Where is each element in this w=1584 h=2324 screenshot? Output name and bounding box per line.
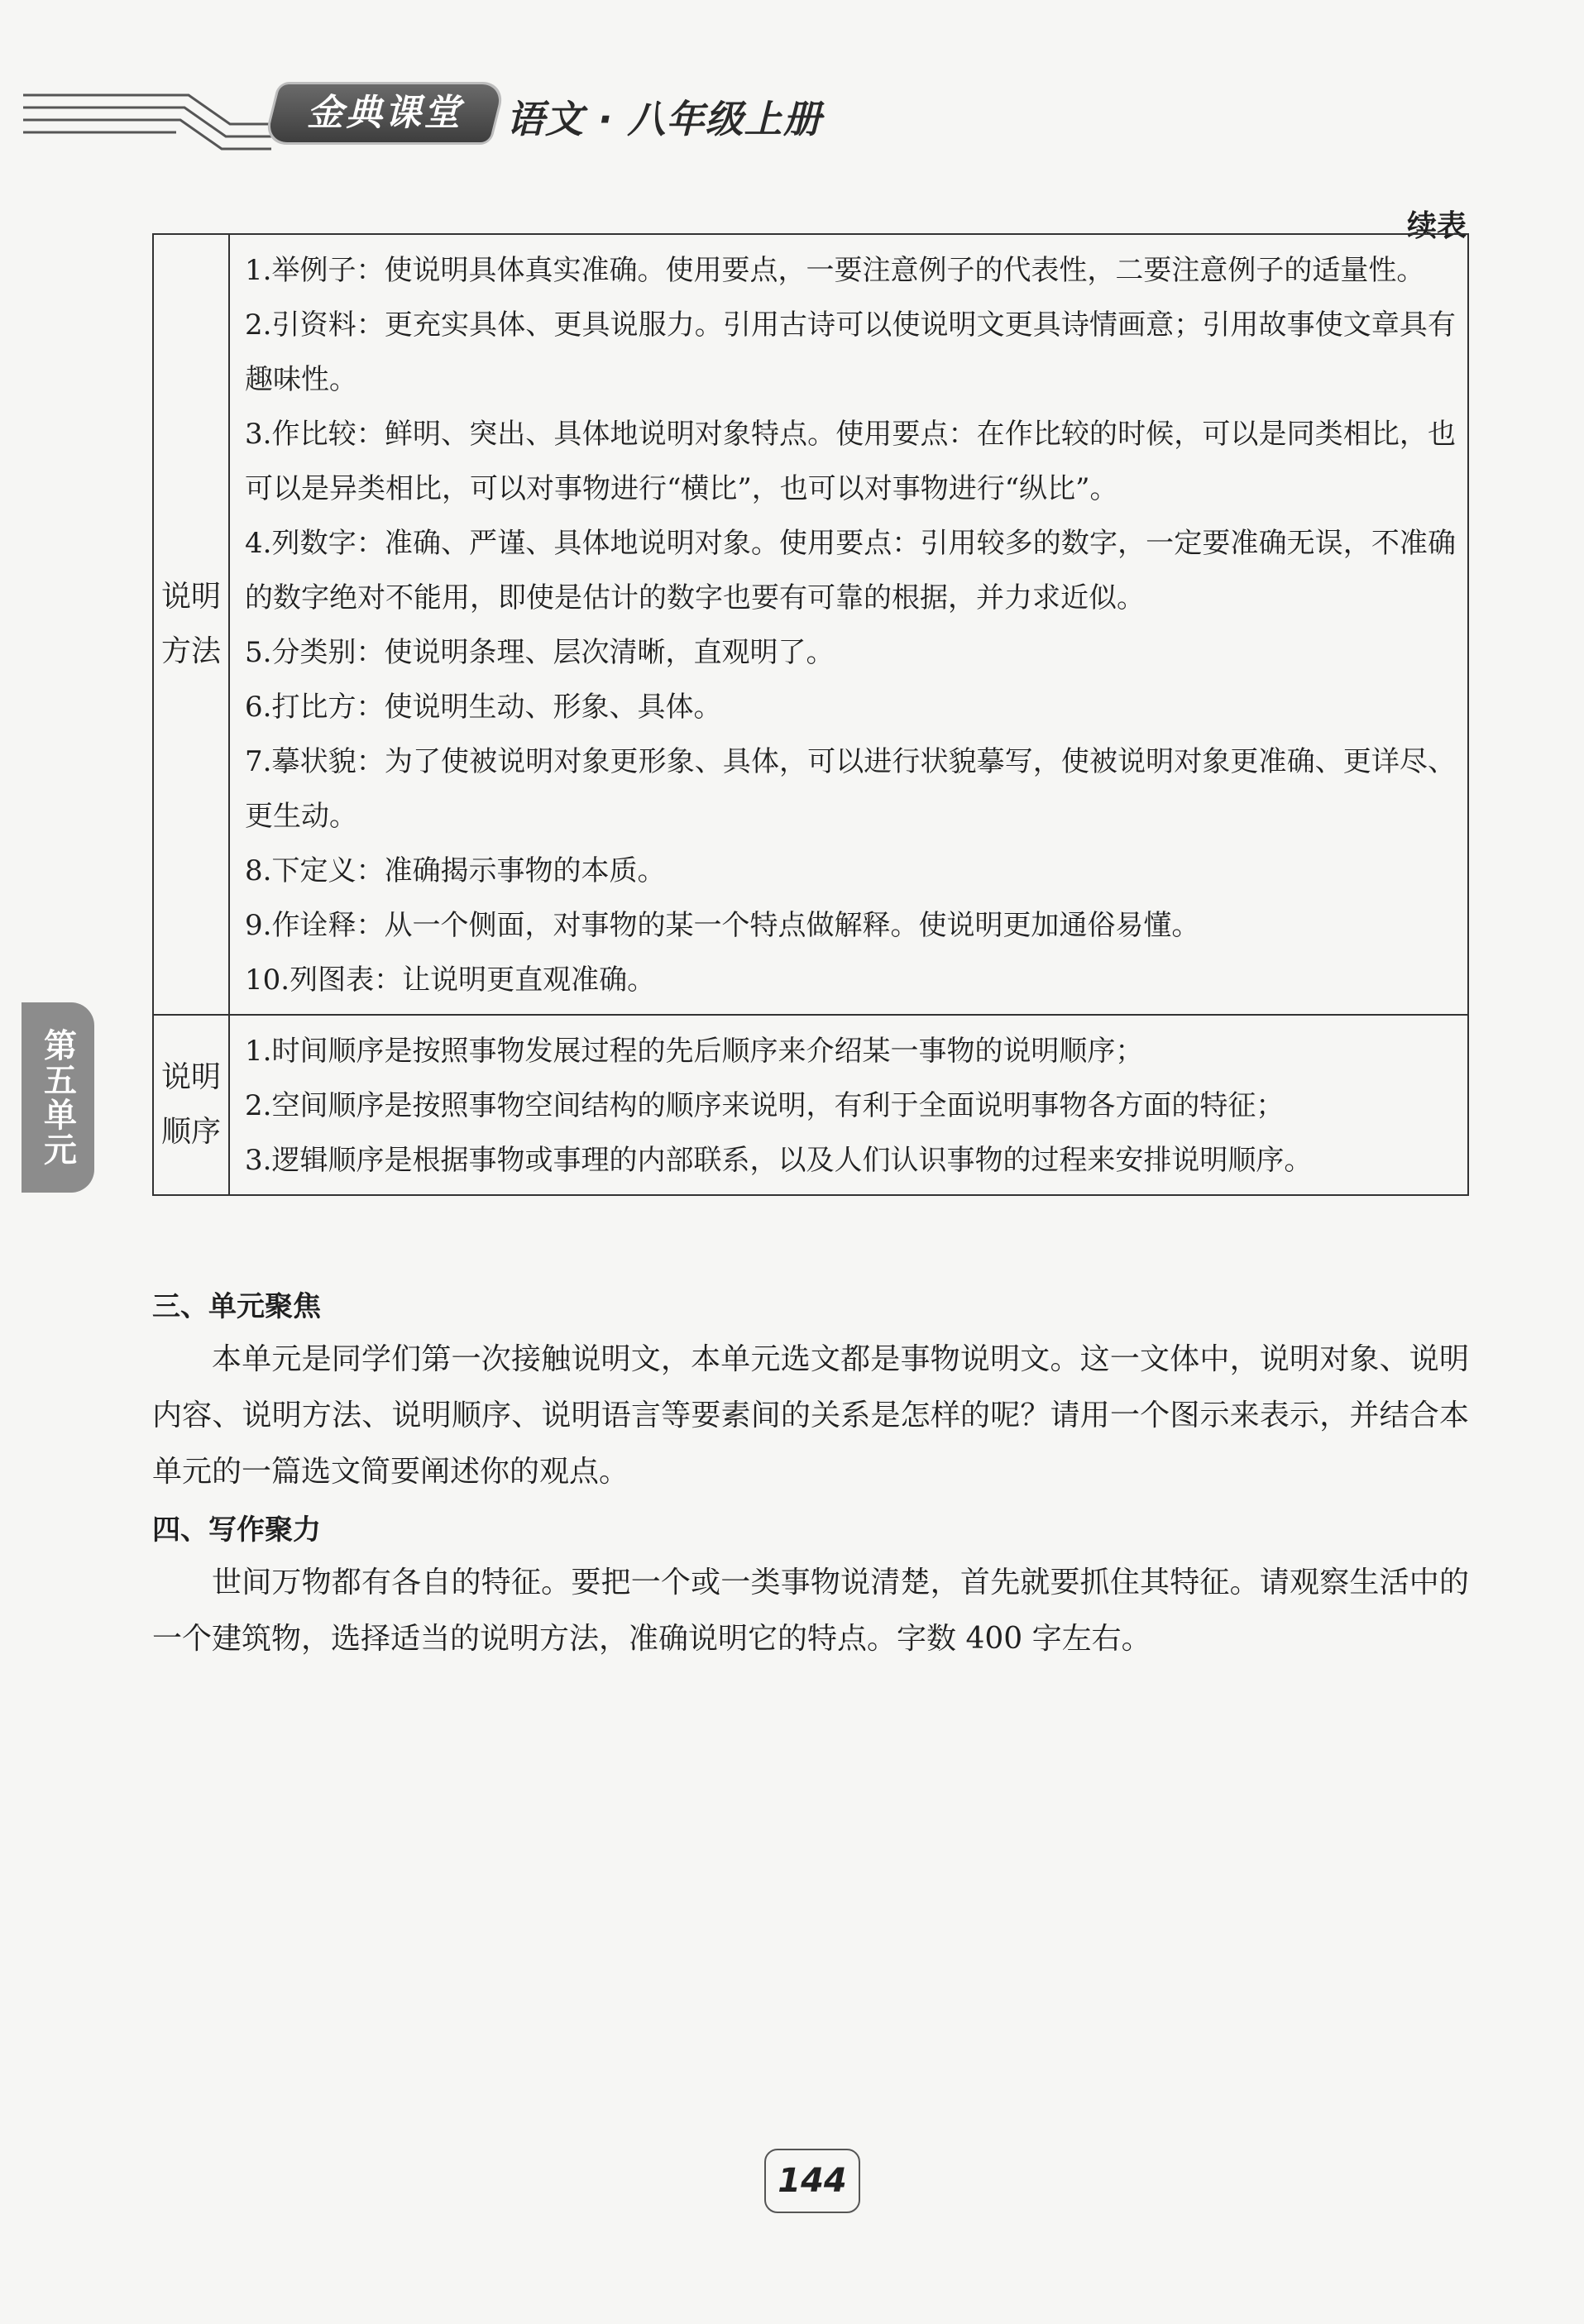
list-item: 5.分类别：使说明条理、层次清晰，直观明了。 bbox=[245, 636, 835, 669]
section-body-unit-focus: 本单元是同学们第一次接触说明文，本单元选文都是事物说明文。这一文体中，说明对象、说明内容、说明方法、说明顺序、说明语言等要素间的关系是怎样的呢？请用一个图示来表示，并结合本单元的一篇选文简要阐述你的观点。 bbox=[152, 1342, 1469, 1489]
category-order bbox=[153, 1015, 229, 1195]
table-row-order bbox=[153, 1015, 1468, 1195]
category-label: 说明顺序 bbox=[160, 1060, 221, 1149]
list-item: 7.摹状貌：为了使被说明对象更形象、具体，可以进行状貌摹写，使被说明对象更准确、更详尽、更生动。 bbox=[245, 745, 1456, 833]
list-item: 1.举例子：使说明具体真实准确。使用要点，一要注意例子的代表性，二要注意例子的适量性。 bbox=[245, 254, 1425, 287]
book-title: 语文 · 八年级上册 bbox=[506, 97, 822, 141]
series-badge bbox=[266, 84, 503, 142]
continued-label: 续表 bbox=[1406, 209, 1467, 243]
list-item: 1.时间顺序是按照事物发展过程的先后顺序来介绍某一事物的说明顺序； bbox=[245, 1035, 1144, 1068]
unit-side-tab bbox=[22, 1002, 94, 1193]
table-row-methods bbox=[153, 234, 1468, 1015]
list-item: 3.作比较：鲜明、突出、具体地说明对象特点。使用要点：在作比较的时候，可以是同类相比，也可以是异类相比，可以对事物进行“横比”，也可以对事物进行“纵比”。 bbox=[245, 418, 1456, 505]
list-item: 4.列数字：准确、严谨、具体地说明对象。使用要点：引用较多的数字，一定要准确无误，不准确的数字绝对不能用，即使是估计的数字也要有可靠的根据，并力求近似。 bbox=[245, 527, 1456, 614]
category-methods bbox=[153, 234, 229, 1015]
category-label: 说明方法 bbox=[160, 580, 221, 668]
list-item: 2.引资料：更充实具体、更具说服力。引用古诗可以使说明文更具诗情画意；引用故事使文章具有趣味性。 bbox=[245, 308, 1456, 396]
list-item: 2.空间顺序是按照事物空间结构的顺序来说明，有利于全面说明事物各方面的特征； bbox=[245, 1089, 1285, 1122]
unit-side-tab-label: 第五单元 bbox=[38, 1028, 77, 1167]
section-heading-writing: 四、写作聚力 bbox=[152, 1513, 321, 1547]
explanation-table bbox=[152, 233, 1469, 1196]
list-item: 8.下定义：准确揭示事物的本质。 bbox=[245, 854, 666, 887]
list-item: 9.作诠释：从一个侧面，对事物的某一个特点做解释。使说明更加通俗易懂。 bbox=[245, 909, 1200, 942]
list-item: 3.逻辑顺序是根据事物或事理的内部联系，以及人们认识事物的过程来安排说明顺序。 bbox=[245, 1144, 1313, 1177]
header-decoration-lines bbox=[23, 79, 271, 153]
list-item: 10.列图表：让说明更直观准确。 bbox=[245, 964, 656, 997]
section-body-writing: 世间万物都有各自的特征。要把一个或一类事物说清楚，首先就要抓住其特征。请观察生活中的一个建筑物，选择适当的说明方法，准确说明它的特点。字数 400 字左右。 bbox=[152, 1566, 1469, 1656]
order-list bbox=[229, 1015, 1468, 1195]
section-heading-unit-focus: 三、单元聚焦 bbox=[152, 1290, 321, 1323]
methods-list bbox=[229, 234, 1468, 1015]
page-number: 144 bbox=[764, 2149, 860, 2213]
list-item: 6.打比方：使说明生动、形象、具体。 bbox=[245, 691, 722, 724]
series-name: 金典课堂 bbox=[307, 92, 462, 134]
